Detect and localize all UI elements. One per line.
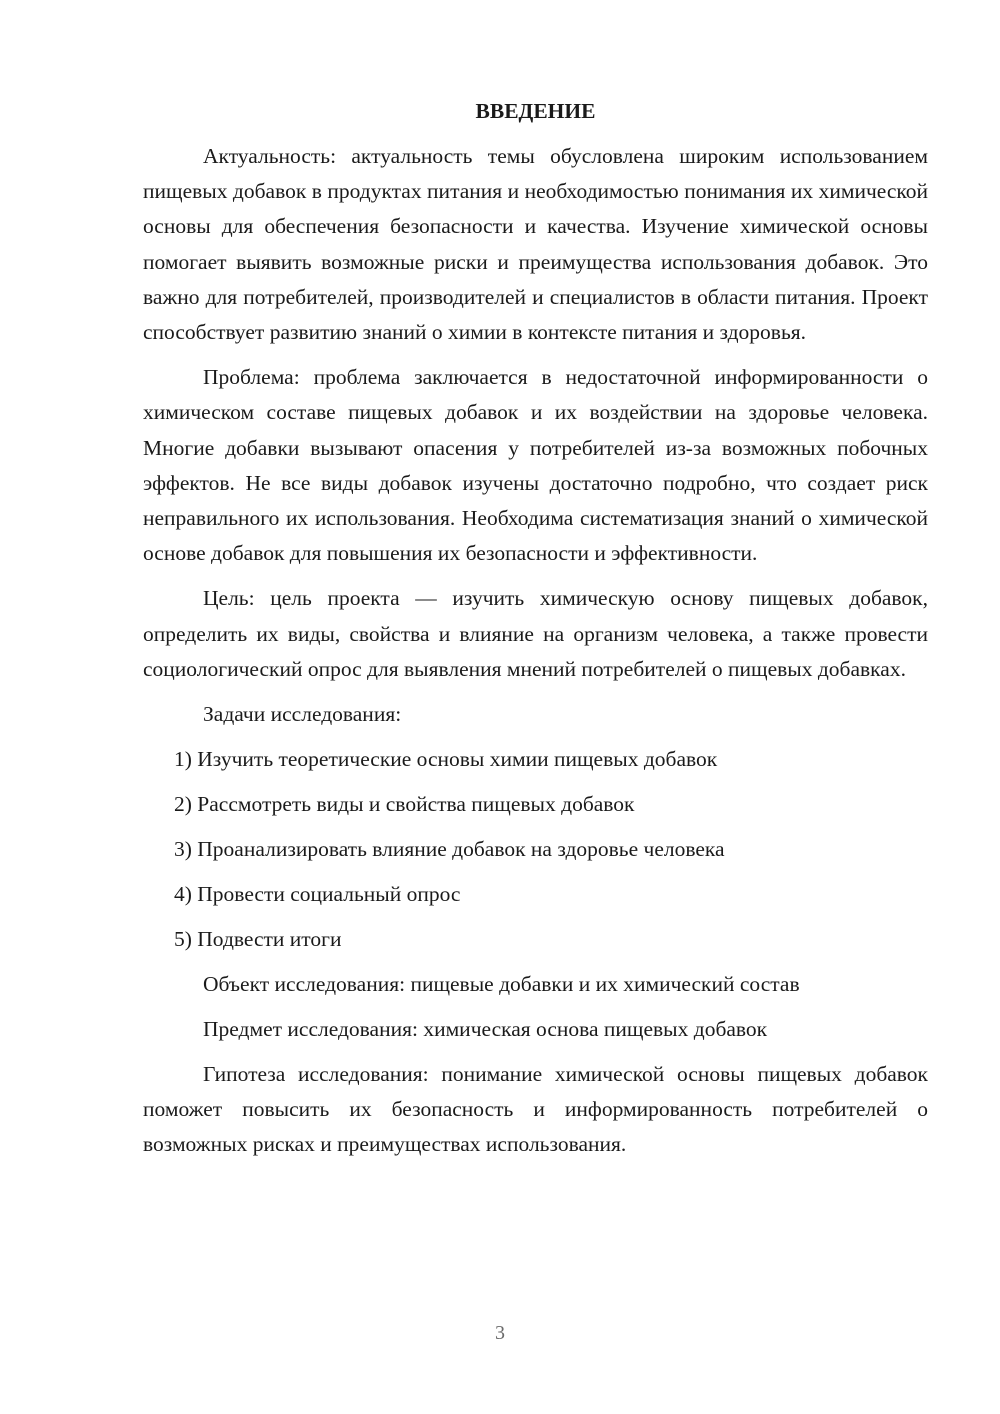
page-number: 3	[495, 1322, 505, 1344]
task-item: 3) Проанализировать влияние добавок на здоровье человека	[174, 837, 725, 862]
tasks-list	[143, 742, 928, 957]
hypothesis-paragraph: Гипотеза исследования: понимание химической основы пищевых добавок поможет повысить их безопасность и информированность потребителей о возможных рисках и преимуществах использования.	[143, 1062, 928, 1157]
tasks-heading: Задачи исследования:	[203, 702, 402, 727]
relevance-paragraph: Актуальность: актуальность темы обусловлена широким использованием пищевых добавок в продуктах питания и необходимостью понимания их химической основы для обеспечения безопасности и качества. Изучение химической основы помогает выявить возможные риски и преимущества использования добавок. Это важно для потребителей, производителей и специалистов в области питания. Проект способствует развитию знаний о химии в контексте питания и здоровья.	[143, 144, 928, 345]
page-title: ВВЕДЕНИЕ	[475, 99, 596, 123]
object-paragraph: Объект исследования: пищевые добавки и их химический состав	[203, 972, 800, 997]
task-item: 5) Подвести итоги	[174, 927, 342, 952]
task-item: 2) Рассмотреть виды и свойства пищевых добавок	[174, 792, 635, 817]
task-item: 1) Изучить теоретические основы химии пищевых добавок	[174, 747, 718, 772]
goal-paragraph: Цель: цель проекта — изучить химическую основу пищевых добавок, определить их виды, свойства и влияние на организм человека, а также провести социологический опрос для выявления мнений потребителей о пищевых добавках.	[143, 586, 928, 681]
task-item: 4) Провести социальный опрос	[174, 882, 461, 907]
subject-paragraph: Предмет исследования: химическая основа пищевых добавок	[203, 1017, 768, 1042]
problem-paragraph: Проблема: проблема заключается в недостаточной информированности о химическом составе пищевых добавок и их воздействии на здоровье человека. Многие добавки вызывают опасения у потребителей из-за возможных побочных эффектов. Не все виды добавок изучены достаточно подробно, что создает риск неправильного их использования. Необходима систематизация знаний о химической основе добавок для повышения их безопасности и эффективности.	[143, 365, 928, 566]
document-page	[143, 94, 928, 1173]
